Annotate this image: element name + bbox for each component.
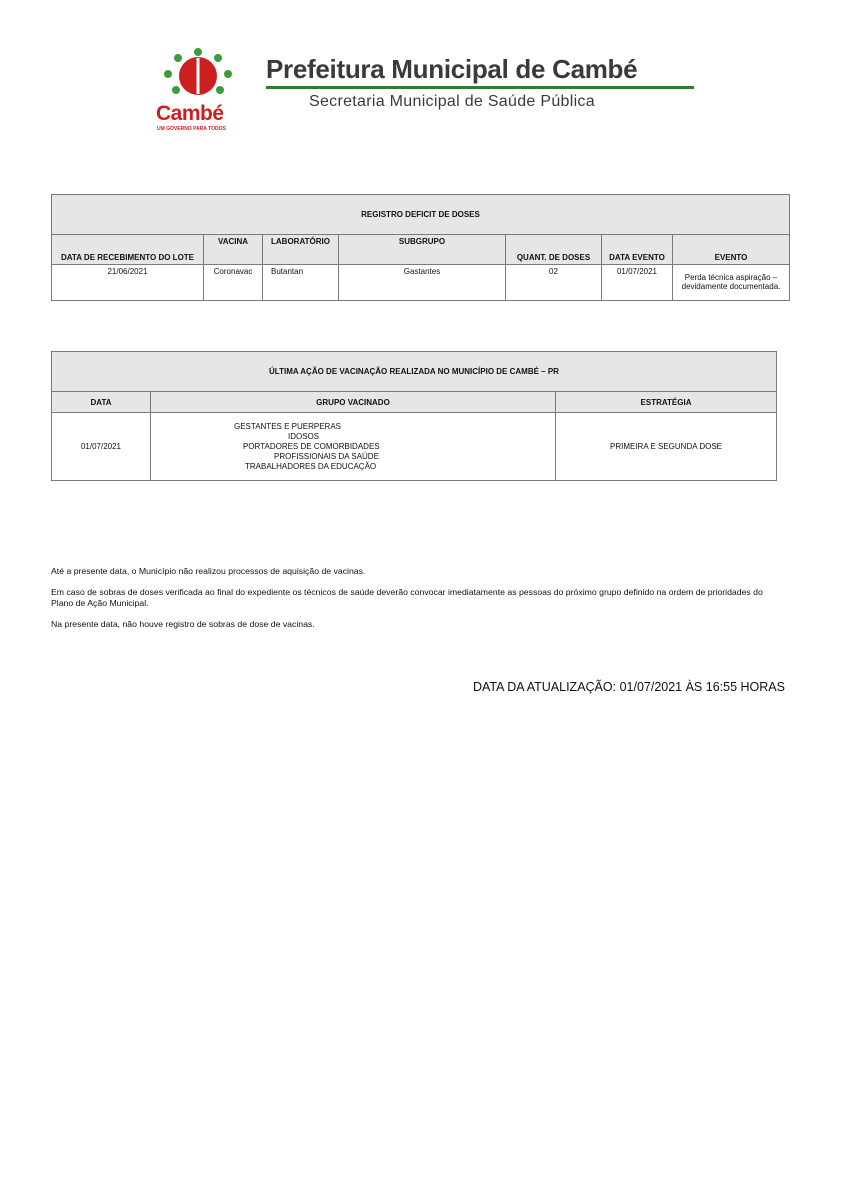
cell-receipt-date: 21/06/2021 — [52, 265, 204, 301]
logo-tagline: UM GOVERNO PARA TODOS — [157, 126, 226, 132]
note-paragraph: Até a presente data, o Município não realizou processos de aquisição de vacinas. — [51, 566, 366, 576]
city-emblem-icon — [150, 46, 246, 106]
notes-section — [51, 566, 771, 640]
cell-vaccine: Coronavac — [204, 265, 263, 301]
logo-text: Cambé — [156, 102, 224, 125]
vaccination-table-title: ÚLTIMA AÇÃO DE VACINAÇÃO REALIZADA NO MUNICÍPIO DE CAMBÉ – PR — [52, 352, 777, 392]
cell-dose-quantity: 02 — [506, 265, 602, 301]
deficit-table-title: REGISTRO DEFICIT DE DOSES — [52, 195, 790, 235]
col-header-strategy: ESTRATÉGIA — [556, 392, 777, 413]
table-row — [52, 413, 777, 481]
col-header-vaccine: VACINA — [204, 235, 263, 265]
col-header-dose-quantity: QUANT. DE DOSES — [506, 235, 602, 265]
cell-vaccinated-groups — [151, 413, 556, 481]
cell-strategy: PRIMEIRA E SEGUNDA DOSE — [556, 413, 777, 481]
page-title: Prefeitura Municipal de Cambé — [266, 54, 638, 84]
page-subtitle: Secretaria Municipal de Saúde Pública — [309, 93, 595, 110]
cell-laboratory: Butantan — [263, 265, 339, 301]
note-paragraph: Na presente data, não houve registro de sobras de dose de vacinas. — [51, 619, 315, 629]
deficit-table — [51, 194, 790, 301]
group-item: PROFISSIONAIS DA SAÚDE — [274, 451, 379, 461]
col-header-laboratory: LABORATÓRIO — [263, 235, 339, 265]
col-header-date: DATA — [52, 392, 151, 413]
update-timestamp: DATA DA ATUALIZAÇÃO: 01/07/2021 ÀS 16:55 HORAS — [473, 680, 785, 694]
col-header-event-date: DATA EVENTO — [602, 235, 673, 265]
group-item: PORTADORES DE COMORBIDADES — [243, 441, 380, 451]
col-header-subgroup: SUBGRUPO — [339, 235, 506, 265]
table-row — [52, 265, 790, 301]
city-logo — [150, 46, 246, 138]
group-item: GESTANTES E PUERPERAS — [234, 421, 341, 431]
cell-event: Perda técnica aspiração – devidamente documentada. — [673, 265, 790, 301]
note-paragraph: Em caso de sobras de doses verificada ao final do expediente os técnicos de saúde deverão convocar imediatamente as pessoas do próximo grupo definido na ordem de prioridades do Plano de Ação Municipal. — [51, 587, 763, 608]
vaccination-table — [51, 351, 777, 481]
group-item: IDOSOS — [288, 431, 320, 441]
title-divider — [266, 86, 694, 89]
col-header-vaccinated-group: GRUPO VACINADO — [151, 392, 556, 413]
cell-subgroup: Gastantes — [339, 265, 506, 301]
group-item: TRABALHADORES DA EDUCAÇÃO — [245, 461, 377, 471]
cell-date: 01/07/2021 — [52, 413, 151, 481]
cell-event-date: 01/07/2021 — [602, 265, 673, 301]
col-header-event: EVENTO — [673, 235, 790, 265]
col-header-receipt-date: DATA DE RECEBIMENTO DO LOTE — [52, 235, 204, 265]
